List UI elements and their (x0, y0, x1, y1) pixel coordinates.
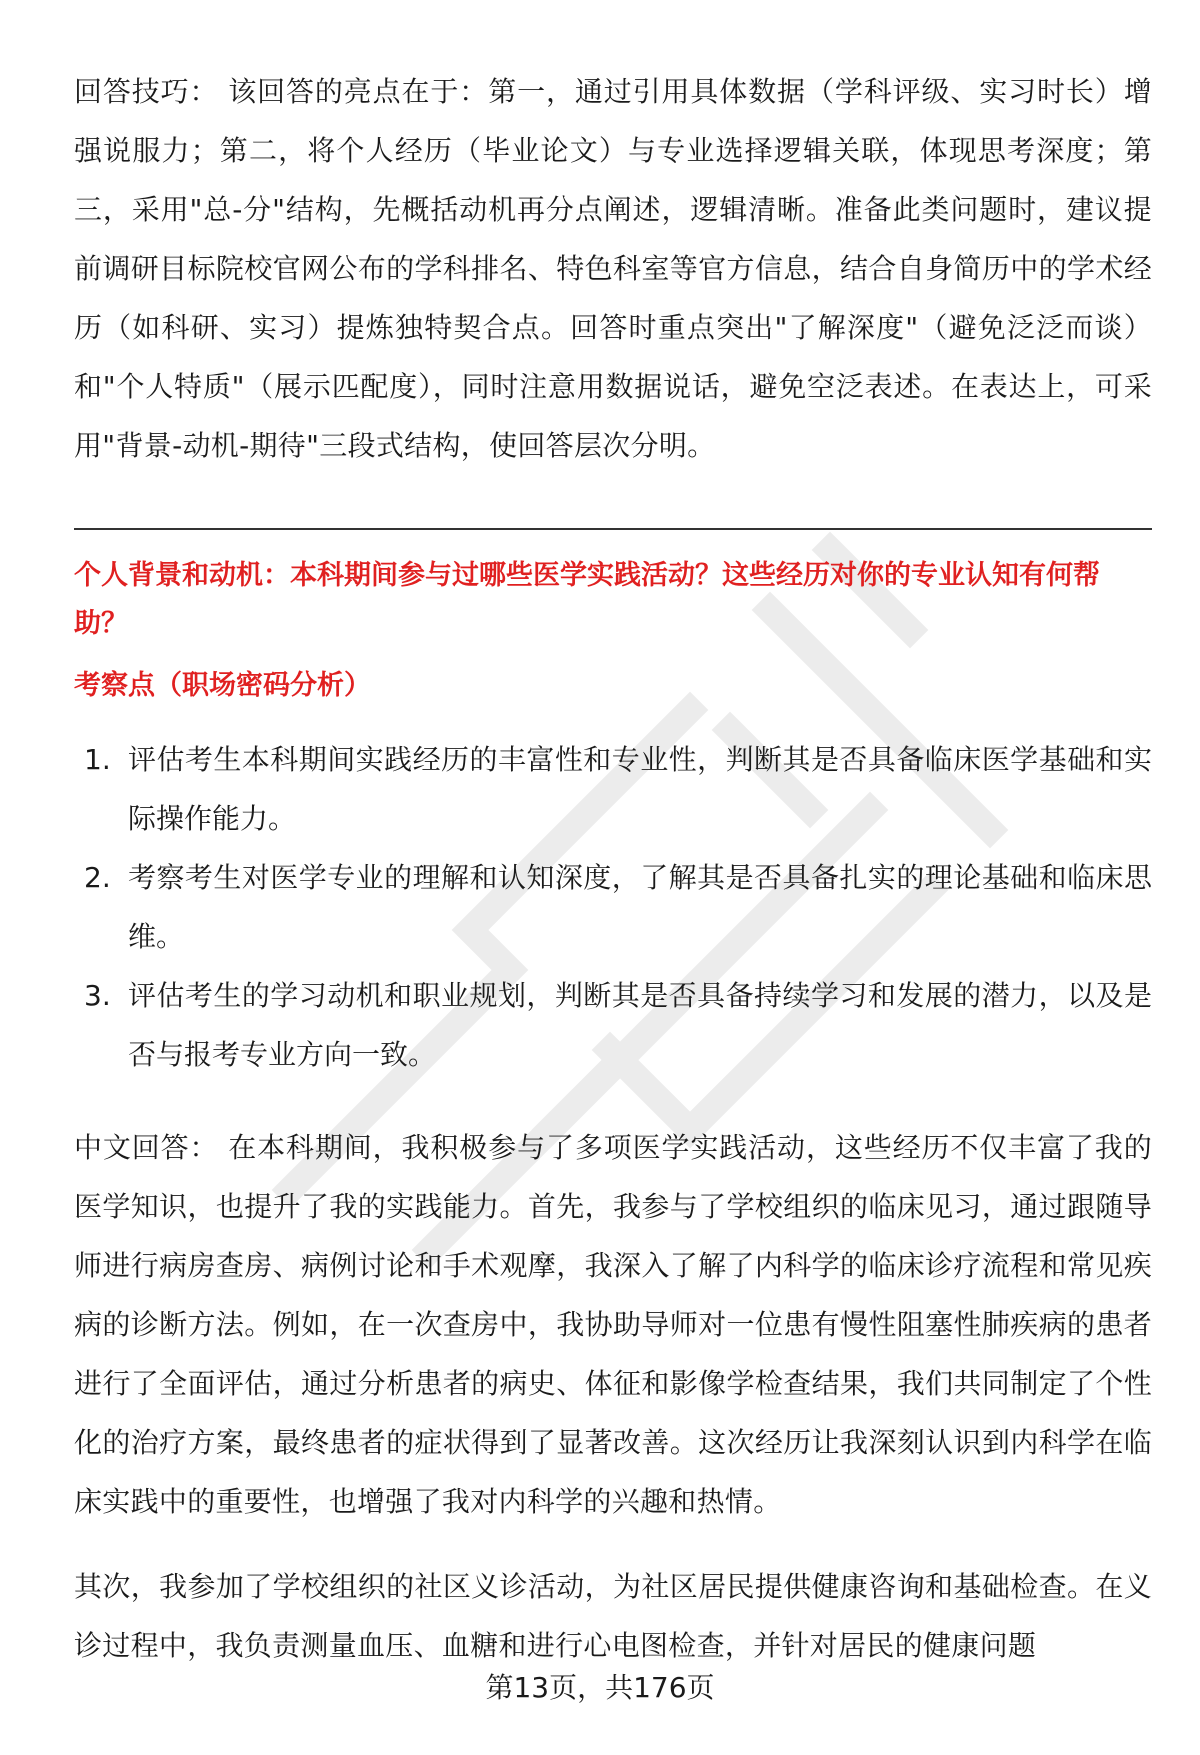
list-item-text: 评估考生的学习动机和职业规划，判断其是否具备持续学习和发展的潜力，以及是否与报考专业方向一致。 (128, 979, 1152, 1071)
list-item-number: 2. (84, 861, 111, 894)
answer-tips-paragraph: 回答技巧： 该回答的亮点在于：第一，通过引用具体数据（学科评级、实习时长）增强说服力；第二，将个人经历（毕业论文）与专业选择逻辑关联，体现思考深度；第三，采用"总-分"结构，先概括动机再分点阐述，逻辑清晰。准备此类问题时，建议提前调研目标院校官网公布的学科排名、特色科室等官方信息，结合自身简历中的学术经历（如科研、实习）提炼独特契合点。回答时重点突出"了解深度"（避免泛泛而谈）和"个人特质"（展示匹配度），同时注意用数据说话，避免空泛表述。在表达上，可采用"背景-动机-期待"三段式结构，使回答层次分明。 (74, 75, 1152, 462)
list-item (74, 730, 1152, 848)
answer-paragraph-1: 中文回答： 在本科期间，我积极参与了多项医学实践活动，这些经历不仅丰富了我的医学知识，也提升了我的实践能力。首先，我参与了学校组织的临床见习，通过跟随导师进行病房查房、病例讨论和手术观摩，我深入了解了内科学的临床诊疗流程和常见疾病的诊断方法。例如，在一次查房中，我协助导师对一位患有慢性阻塞性肺疾病的患者进行了全面评估，通过分析患者的病史、体征和影像学检查结果，我们共同制定了个性化的治疗方案，最终患者的症状得到了显著改善。这次经历让我深刻认识到内科学在临床实践中的重要性，也增强了我对内科学的兴趣和热情。 (74, 1131, 1152, 1518)
document-page (74, 62, 1152, 1675)
paragraph-gap (74, 1531, 1152, 1557)
analysis-list (74, 730, 1152, 1084)
page-number-footer: 第13页，共176页 (485, 1671, 715, 1704)
list-item-number: 1. (84, 743, 111, 776)
list-item-text: 考察考生对医学专业的理解和认知深度，了解其是否具备扎实的理论基础和临床思维。 (128, 861, 1152, 953)
list-item (74, 848, 1152, 966)
list-item-number: 3. (84, 979, 111, 1012)
section-divider (74, 528, 1152, 530)
answer-paragraph-2: 其次，我参加了学校组织的社区义诊活动，为社区居民提供健康咨询和基础检查。在义诊过程中，我负责测量血压、血糖和进行心电图检查，并针对居民的健康问题 (74, 1570, 1152, 1662)
analysis-title: 考察点（职场密码分析） (74, 670, 371, 701)
list-item (74, 966, 1152, 1084)
list-item-text: 评估考生本科期间实践经历的丰富性和专业性，判断其是否具备临床医学基础和实际操作能力。 (128, 743, 1152, 835)
question-heading: 个人背景和动机：本科期间参与过哪些医学实践活动？这些经历对你的专业认知有何帮助？ (74, 560, 1100, 639)
